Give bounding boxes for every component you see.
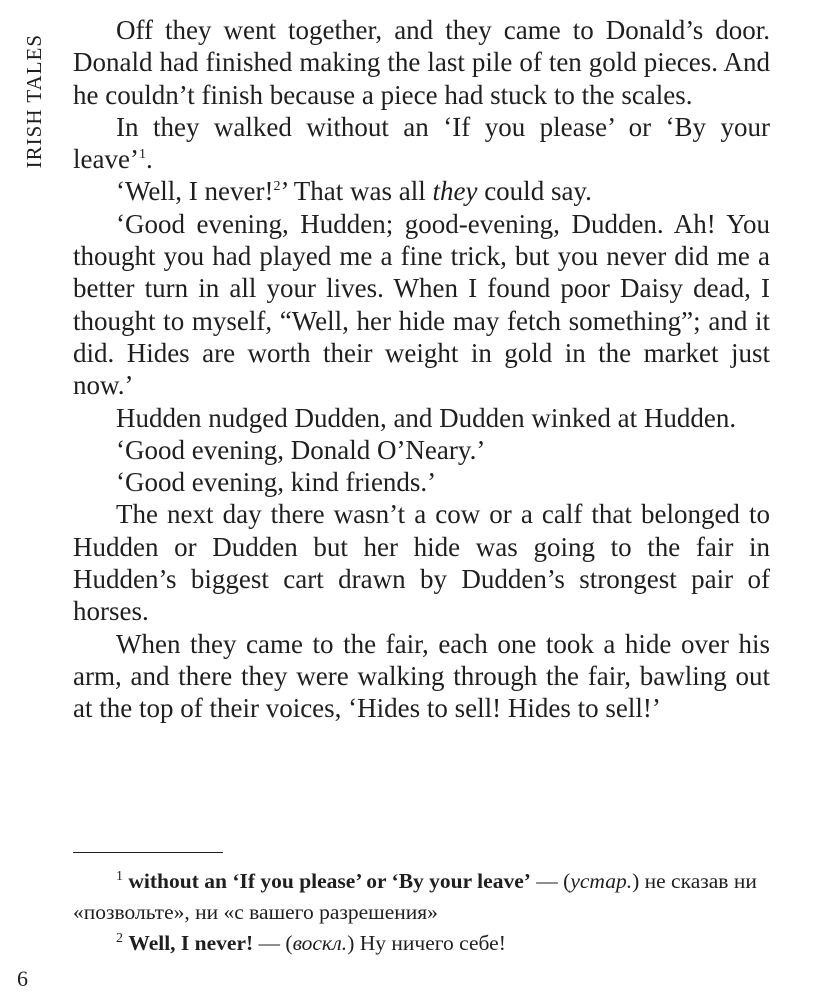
footnote-2-term: Well, I never! <box>128 931 254 955</box>
body-text <box>73 14 770 725</box>
paragraph-3-mid: ’ That was all <box>280 176 433 207</box>
page-number: 6 <box>17 966 28 991</box>
footnote-2-number: 2 <box>116 930 123 946</box>
paragraph-4: ‘Good evening, Hudden; good-evening, Dudden. Ah! You thought you had played me a fine trick, but you never did me a better turn in all your lives. When I found poor Daisy dead, I thought to myself, “Well, her hide may fetch something”; and it did. Hides are worth their weight in gold in the market just now.’ <box>73 208 770 401</box>
running-head-text: IRISH TALES <box>21 34 46 169</box>
paragraph-3-end: could say. <box>477 176 592 207</box>
paragraph-6: ‘Good evening, Donald O’Neary.’ <box>116 434 486 465</box>
paragraph-3 <box>73 175 770 207</box>
footnote-2-dash: — ( <box>253 931 293 955</box>
footnote-1 <box>73 866 770 928</box>
paragraph-9: When they came to the fair, each one took a hide over his arm, and there they were walking through the fair, bawling out at the top of their voices, ‘Hides to sell! Hides to sell!’ <box>73 628 770 724</box>
paragraph-7: ‘Good evening, kind friends.’ <box>116 467 437 498</box>
footnote-2-close: ) <box>347 931 355 955</box>
paragraph-5: Hudden nudged Dudden, and Dudden winked at Hudden. <box>116 402 737 433</box>
footnote-1-term: without an ‘If you please’ or ‘By your leave’ <box>128 869 531 893</box>
footnote-divider <box>73 852 223 853</box>
footnote-2-translation: Ну ничего себе! <box>354 931 506 955</box>
footnote-2-label: воскл. <box>292 931 348 955</box>
paragraph-1: Off they went together, and they came to Donald’s door. Donald had finished making the last pile of ten gold pieces. And he couldn’t finish because a piece had stuck to the scales. <box>73 15 770 110</box>
footnote-1-dash: — ( <box>530 869 571 893</box>
footnote-2 <box>73 928 770 959</box>
footnotes <box>73 866 770 959</box>
footnote-1-label: устар. <box>570 869 633 893</box>
paragraph-8: The next day there wasn’t a cow or a calf that belonged to Hudden or Dudden but her hide was going to the fair in Hudden’s biggest cart drawn by Dudden’s strongest pair of horses. <box>73 499 770 627</box>
paragraph-2-text: In they walked without an ‘If you please’ or ‘By your leave’ <box>73 111 770 175</box>
footnote-ref-1: 1 <box>138 147 146 163</box>
footnote-1-number: 1 <box>116 868 123 884</box>
paragraph-3-emphasis: they <box>432 176 478 207</box>
footnote-1-translation: не сказав ни «позвольте», ни «с вашего разрешения» <box>73 869 757 924</box>
paragraph-2-end: . <box>145 144 153 175</box>
footnote-ref-2: 2 <box>273 179 281 195</box>
paragraph-2 <box>73 111 770 176</box>
footnote-1-close: ) <box>632 869 640 893</box>
running-head <box>14 14 54 189</box>
paragraph-3-text: ‘Well, I never! <box>116 176 274 207</box>
